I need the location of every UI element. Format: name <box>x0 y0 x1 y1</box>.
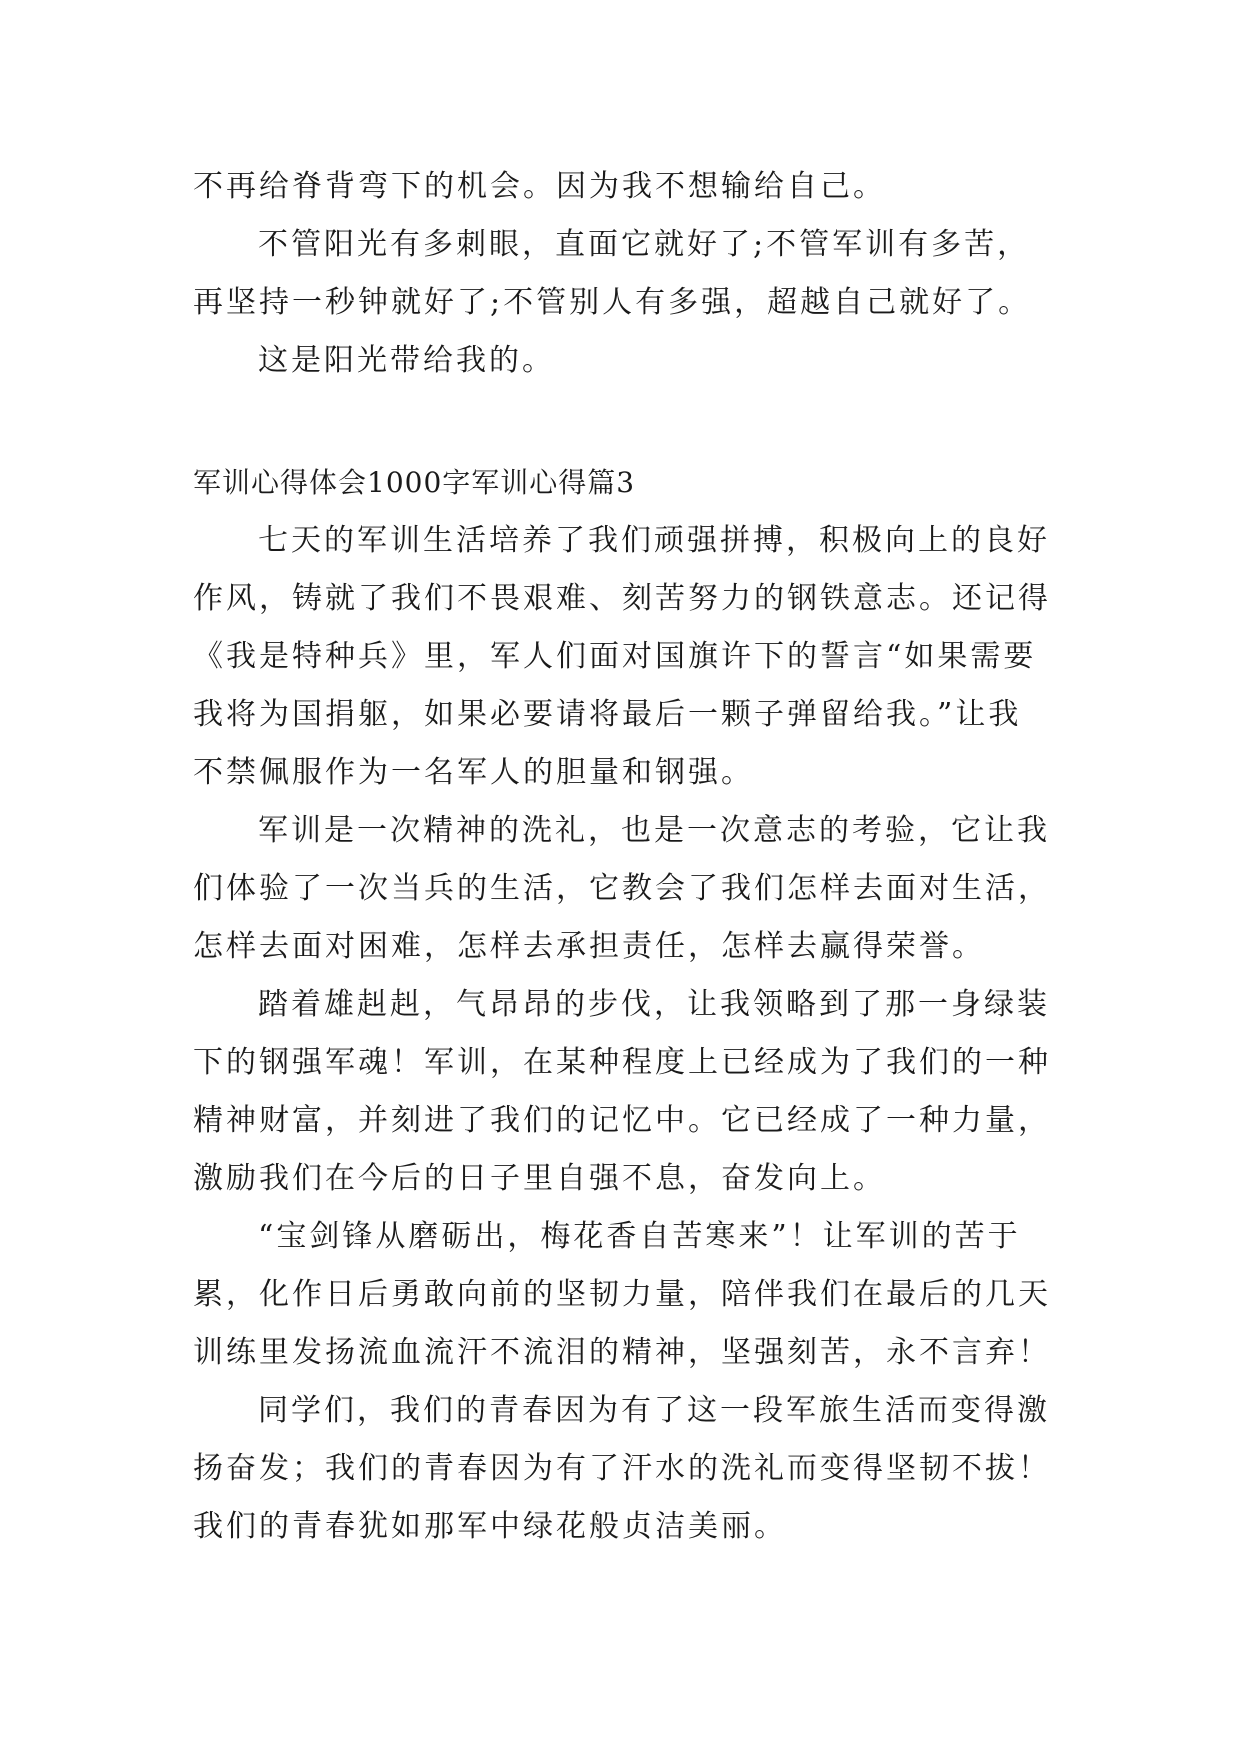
document-page <box>193 158 1053 1556</box>
text-line: 不再给脊背弯下的机会。因为我不想输给自己。 <box>193 169 886 204</box>
text-line: 们体验了一次当兵的生活，它教会了我们怎样去面对生活， <box>193 871 1051 906</box>
text-line: 累，化作日后勇敢向前的坚韧力量，陪伴我们在最后的几天 <box>193 1277 1051 1312</box>
paragraph <box>193 512 1053 802</box>
text-line: 这是阳光带给我的。 <box>258 343 555 378</box>
paragraph <box>193 1208 1053 1382</box>
text-line: 同学们，我们的青春因为有了这一段军旅生活而变得激 <box>258 1393 1050 1428</box>
paragraph <box>193 158 1053 216</box>
paragraph <box>193 976 1053 1208</box>
text-line: “宝剑锋从磨砺出，梅花香自苦寒来”！让军训的苦于 <box>258 1219 1021 1254</box>
text-line: 我将为国捐躯，如果必要请将最后一颗子弹留给我。”让我 <box>193 697 1022 732</box>
section-gap <box>193 390 1053 454</box>
text-line: 精神财富，并刻进了我们的记忆中。它已经成了一种力量， <box>193 1103 1051 1138</box>
text-line: 不管阳光有多刺眼，直面它就好了;不管军训有多苦， <box>258 227 1031 262</box>
paragraph <box>193 1382 1053 1556</box>
text-line: 下的钢强军魂！军训，在某种程度上已经成为了我们的一种 <box>193 1045 1051 1080</box>
text-line: 军训是一次精神的洗礼，也是一次意志的考验，它让我 <box>258 813 1050 848</box>
text-line: 《我是特种兵》里，军人们面对国旗许下的誓言“如果需要 <box>193 639 1037 674</box>
section-title: 军训心得体会1000字军训心得篇3 <box>193 466 636 499</box>
text-line: 激励我们在今后的日子里自强不息，奋发向上。 <box>193 1161 886 1196</box>
text-line: 不禁佩服作为一名军人的胆量和钢强。 <box>193 755 754 790</box>
paragraph <box>193 216 1053 332</box>
paragraph <box>193 802 1053 976</box>
text-line: 作风，铸就了我们不畏艰难、刻苦努力的钢铁意志。还记得 <box>193 581 1051 616</box>
text-line: 扬奋发；我们的青春因为有了汗水的洗礼而变得坚韧不拔！ <box>193 1451 1051 1486</box>
text-line: 怎样去面对困难，怎样去承担责任，怎样去赢得荣誉。 <box>193 929 985 964</box>
text-line: 踏着雄赳赳，气昂昂的步伐，让我领略到了那一身绿装 <box>258 987 1050 1022</box>
text-line: 训练里发扬流血流汗不流泪的精神，坚强刻苦，永不言弃！ <box>193 1335 1051 1370</box>
text-line: 七天的军训生活培养了我们顽强拼搏，积极向上的良好 <box>258 523 1050 558</box>
paragraph <box>193 332 1053 390</box>
text-line: 我们的青春犹如那军中绿花般贞洁美丽。 <box>193 1509 787 1544</box>
text-line: 再坚持一秒钟就好了;不管别人有多强，超越自己就好了。 <box>193 285 1032 320</box>
